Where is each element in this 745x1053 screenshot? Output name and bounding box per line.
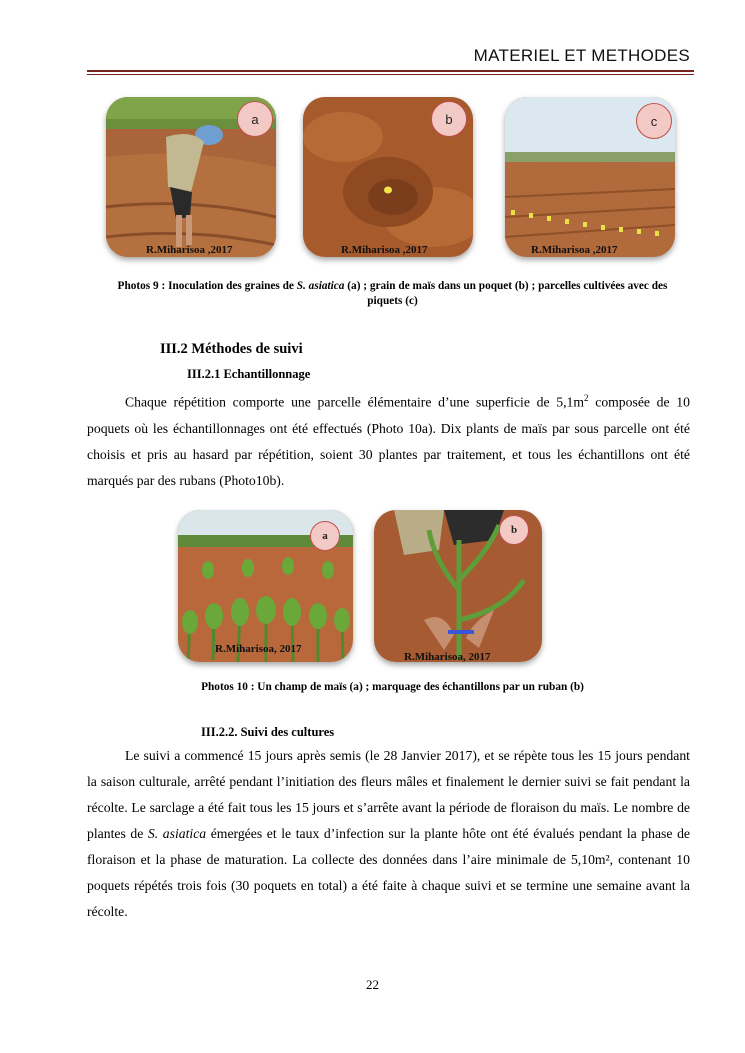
photo-9a-label: a (237, 101, 273, 137)
photo-9a-credit: R.Miharisoa ,2017 (146, 244, 233, 256)
paragraph-suivi-cultures: Le suivi a commencé 15 jours après semis (le 28 Janvier 2017), et se répète tous les 15 jours pendant la saison culturale, arrêté pendant l’initiation des fleurs mâles et finalement le dernier suivi se fait pendant la récolte. Le sarclage a été fait tous les 15 jours et s’arrête avant la période de floraison du maïs. Le nombre de plantes de S. asiatica émergées et le taux d’infection sur la plante hôte ont été évalués pendant la phase de floraison et la phase de maturation. La collecte des données dans l’aire minimale de 5,10m², contenant 10 poquets répétés trois fois (30 poquets en total) a été faite à chaque suivi et se termine une semaine avant la récolte. (87, 748, 690, 919)
photos-9-caption: Photos 9 : Inoculation des graines de S. asiatica (a) ; grain de maïs dans un poquet (b) ; parcelles cultivées avec des piquets (c) (117, 280, 668, 307)
photo-10a-label: a (310, 521, 340, 551)
running-header: MATERIEL ET METHODES (473, 46, 690, 65)
paragraph-echantillonnage: Chaque répétition comporte une parcelle élémentaire d’une superficie de $5,1m^2$ composée de 10 poquets où les échantillonnages ont été effectués (Photo 10a). Dix plants de maïs par sous parcelle ont été choisis et pris au hasard par répétition, soient 30 plantes par traitement, et tous les échantillons ont été marqués par des rubans (Photo10b). (87, 393, 690, 488)
photos-10-caption: Photos 10 : Un champ de maïs (a) ; marquage des échantillons par un ruban (b) (201, 681, 584, 693)
photo-9c-credit: R.Miharisoa ,2017 (531, 244, 618, 256)
photo-10b-credit: R.Miharisoa, 2017 (404, 651, 491, 663)
photo-9b-label: b (431, 101, 467, 137)
photo-10a-credit: R.Miharisoa, 2017 (215, 643, 302, 655)
header-rule-thin (87, 74, 694, 75)
subsection-heading-1: III.2.1 Echantillonnage (187, 367, 311, 381)
header-rule (87, 70, 694, 72)
page-number: 22 (366, 977, 379, 992)
photo-9b-credit: R.Miharisoa ,2017 (341, 244, 428, 256)
photo-10b-label: b (499, 515, 529, 545)
section-heading: III.2 Méthodes de suivi (160, 341, 303, 357)
subsection-heading-2: III.2.2. Suivi des cultures (201, 725, 335, 739)
photo-9c-label: c (636, 103, 672, 139)
